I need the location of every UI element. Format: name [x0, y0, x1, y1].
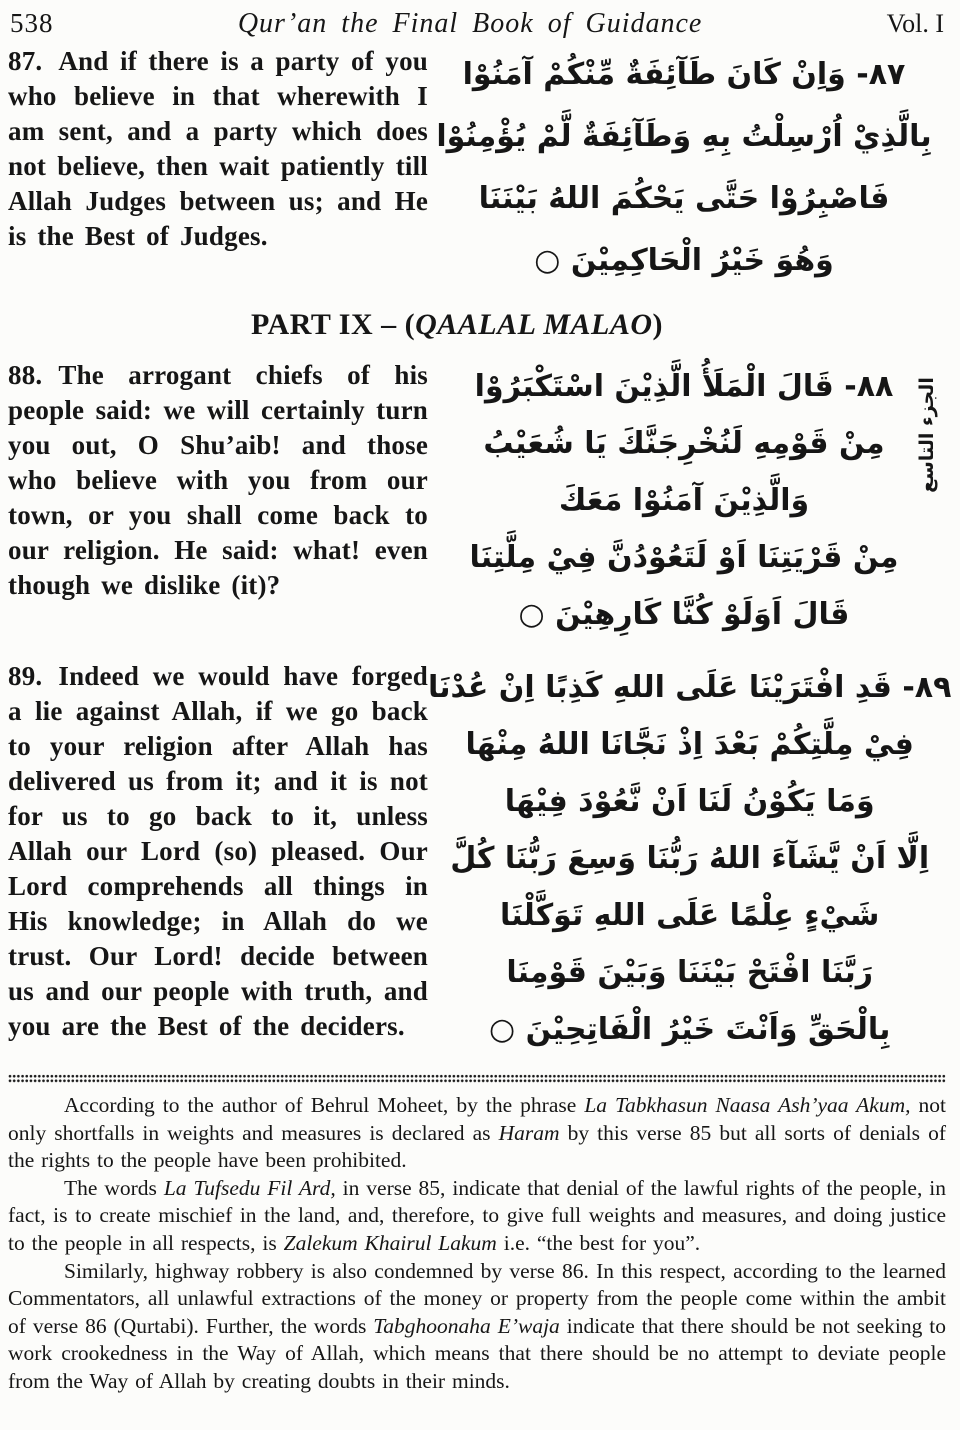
verse-87-number: 87.	[8, 46, 43, 76]
section-divider	[8, 1074, 946, 1083]
verse-88-arabic-line-2: مِنْ قَوْمِهِ لَنُخْرِجَنَّكَ يَا شُعَيْبُ	[483, 426, 885, 461]
verse-89-row	[8, 659, 952, 1058]
part-heading-suffix: )	[652, 308, 664, 341]
verse-88-arabic-line-5: قَالَ اَوَلَوْ كُنَّا كَارِهِيْنَ ○	[518, 597, 850, 632]
book-title: Qur’an the Final Book of Guidance	[237, 8, 703, 39]
verse-87-english	[8, 44, 428, 254]
verse-89-translation: Indeed we would have forged a lie against Allah, if we go back to your religion after Allah has delivered us from it; and it is not for us to go back to it, unless Allah our Lord (so) pleased. Our Lord comprehends all things in His knowledge; in Allah do we trust. Our Lord! decide between us and our people with truth, and you are the Best of the deciders.	[8, 661, 428, 1041]
verse-87-arabic	[428, 44, 946, 292]
verse-87-arabic-line-4: وَهُوَ خَيْرُ الْحَاكِمِيْنَ ○	[534, 243, 834, 278]
verse-89-arabic	[428, 659, 957, 1058]
part-heading-name: QAALAL MALAO	[415, 308, 653, 341]
verse-89-english	[8, 659, 428, 1044]
page-header	[10, 8, 944, 40]
verse-87-arabic-line-1: ٨٧- وَاِنْ كَانَ طَآئِفَةٌ مِّنْكُمْ آمَنُوْا	[462, 57, 906, 92]
verse-88-arabic-line-4: مِنْ قَرْيَتِنَا اَوْ لَتَعُوْدُنَّ فِيْ مِلَّتِنَا	[469, 540, 899, 575]
verse-87-arabic-line-2: بِالَّذِيْ اُرْسِلْتُ بِهِ وَطَآئِفَةٌ لَّمْ يُؤْمِنُوْا	[436, 119, 932, 154]
commentary-2-text: in verse 85, indicate that denial of the lawful rights of the people, in fact, is to create mischief in the land, and, therefore, to give full weights and measures, and doing justice to the people in all respects, is	[8, 1175, 946, 1255]
verse-89-arabic-line-7: بِالْحَقِّ وَاَنْتَ خَيْرُ الْفَاتِحِيْنَ ○	[488, 1012, 891, 1047]
margin-note-juz: الجزء التاسع	[916, 377, 938, 493]
verse-89-arabic-line-4: اِلَّا اَنْ يَّشَآءَ اللهُ رَبُّنَا وَسِعَ رَبُّنَا كُلَّ	[450, 841, 930, 876]
commentary-2-text: i.e. “the best for you”.	[496, 1230, 701, 1255]
verse-88-english	[8, 358, 428, 603]
commentary-3-phrase: Tabghoonaha E’waja	[373, 1313, 560, 1338]
commentary-section	[8, 1092, 946, 1396]
commentary-1-text: not only shortfalls in weights and measures is declared as	[8, 1093, 947, 1145]
commentary-paragraph-2	[8, 1175, 946, 1258]
commentary-1-phrase: La Tabkhasun Naasa Ash’yaa Akum,	[584, 1093, 911, 1117]
verse-89-arabic-line-5: شَيْءٍ عِلْمًا عَلَى اللهِ تَوَكَّلْنَا	[499, 898, 880, 933]
verse-89-number: 89.	[8, 661, 43, 691]
commentary-3-text: indicate that there should be not seeking to work crookedness in the Way of Allah, which means that there should be no attempt to deviate people from the Way of Allah by creating doubts in their minds.	[8, 1313, 947, 1393]
verse-88-row	[8, 358, 946, 643]
page-number: 538	[10, 8, 54, 38]
verse-89-arabic-line-2: فِيْ مِلَّتِكُمْ بَعْدَ اِذْ نَجَّانَا اللهُ مِنْهَا	[465, 727, 914, 762]
commentary-paragraph-3	[8, 1258, 946, 1396]
verse-87-row	[8, 44, 946, 292]
verse-88-number: 88.	[8, 360, 43, 390]
commentary-1-text: According to the author of Behrul Moheet, by the phrase	[64, 1093, 585, 1117]
verse-88-arabic-line-1: ٨٨- قَالَ الْمَلَأُ الَّذِيْنَ اسْتَكْبَرُوْا	[474, 369, 894, 404]
commentary-2-text: The words	[64, 1175, 164, 1200]
verse-89-arabic-line-6: رَبَّنَا افْتَحْ بَيْنَنَا وَبَيْنَ قَوْمِنَا	[506, 955, 873, 990]
verse-88-arabic-line-3: وَالَّذِيْنَ آمَنُوْا مَعَكَ	[558, 483, 810, 518]
commentary-3-text: Similarly, highway robbery is also condemned by verse 86. In this respect, according to the learned Commentators, all unlawful extractions of the money or property from the people come within the ambit of verse 86 (Qurtabi). Further, the words	[8, 1258, 946, 1338]
verse-87-arabic-line-3: فَاصْبِرُوْا حَتَّى يَحْكُمَ اللهُ بَيْنَنَا	[478, 181, 890, 216]
commentary-2-phrase: La Tufsedu Fil Ard,	[163, 1175, 336, 1200]
verse-89-arabic-line-1: ٨٩- قَدِ افْتَرَيْنَا عَلَى اللهِ كَذِبًا اِنْ عُدْنَا	[428, 670, 952, 705]
commentary-1-text: by this verse 85 but all sorts of denials of the rights to the people have been prohibited.	[8, 1120, 946, 1173]
verse-88-translation: The arrogant chiefs of his people said: we will certainly turn you out, O Shu’aib! and those who believe with you from our town, or you shall come back to our religion. He said: what! even though we dislike (it)?	[8, 360, 428, 600]
commentary-paragraph-1	[8, 1092, 946, 1175]
part-heading-prefix: PART IX – (	[250, 308, 416, 341]
verse-87-translation: And if there is a party of you who believe in that wherewith I am sent, and a party which does not believe, then wait patiently till Allah Judges between us; and He is the Best of Judges.	[8, 46, 428, 251]
verse-88-arabic	[428, 358, 946, 643]
commentary-2-term: Zalekum Khairul Lakum	[283, 1230, 497, 1255]
volume-label: Vol. I	[886, 9, 944, 38]
commentary-1-term: Haram	[498, 1120, 560, 1145]
verse-89-arabic-line-3: وَمَا يَكُوْنُ لَنَا اَنْ نَّعُوْدَ فِيْهَا	[504, 784, 875, 819]
part-heading	[8, 308, 906, 342]
